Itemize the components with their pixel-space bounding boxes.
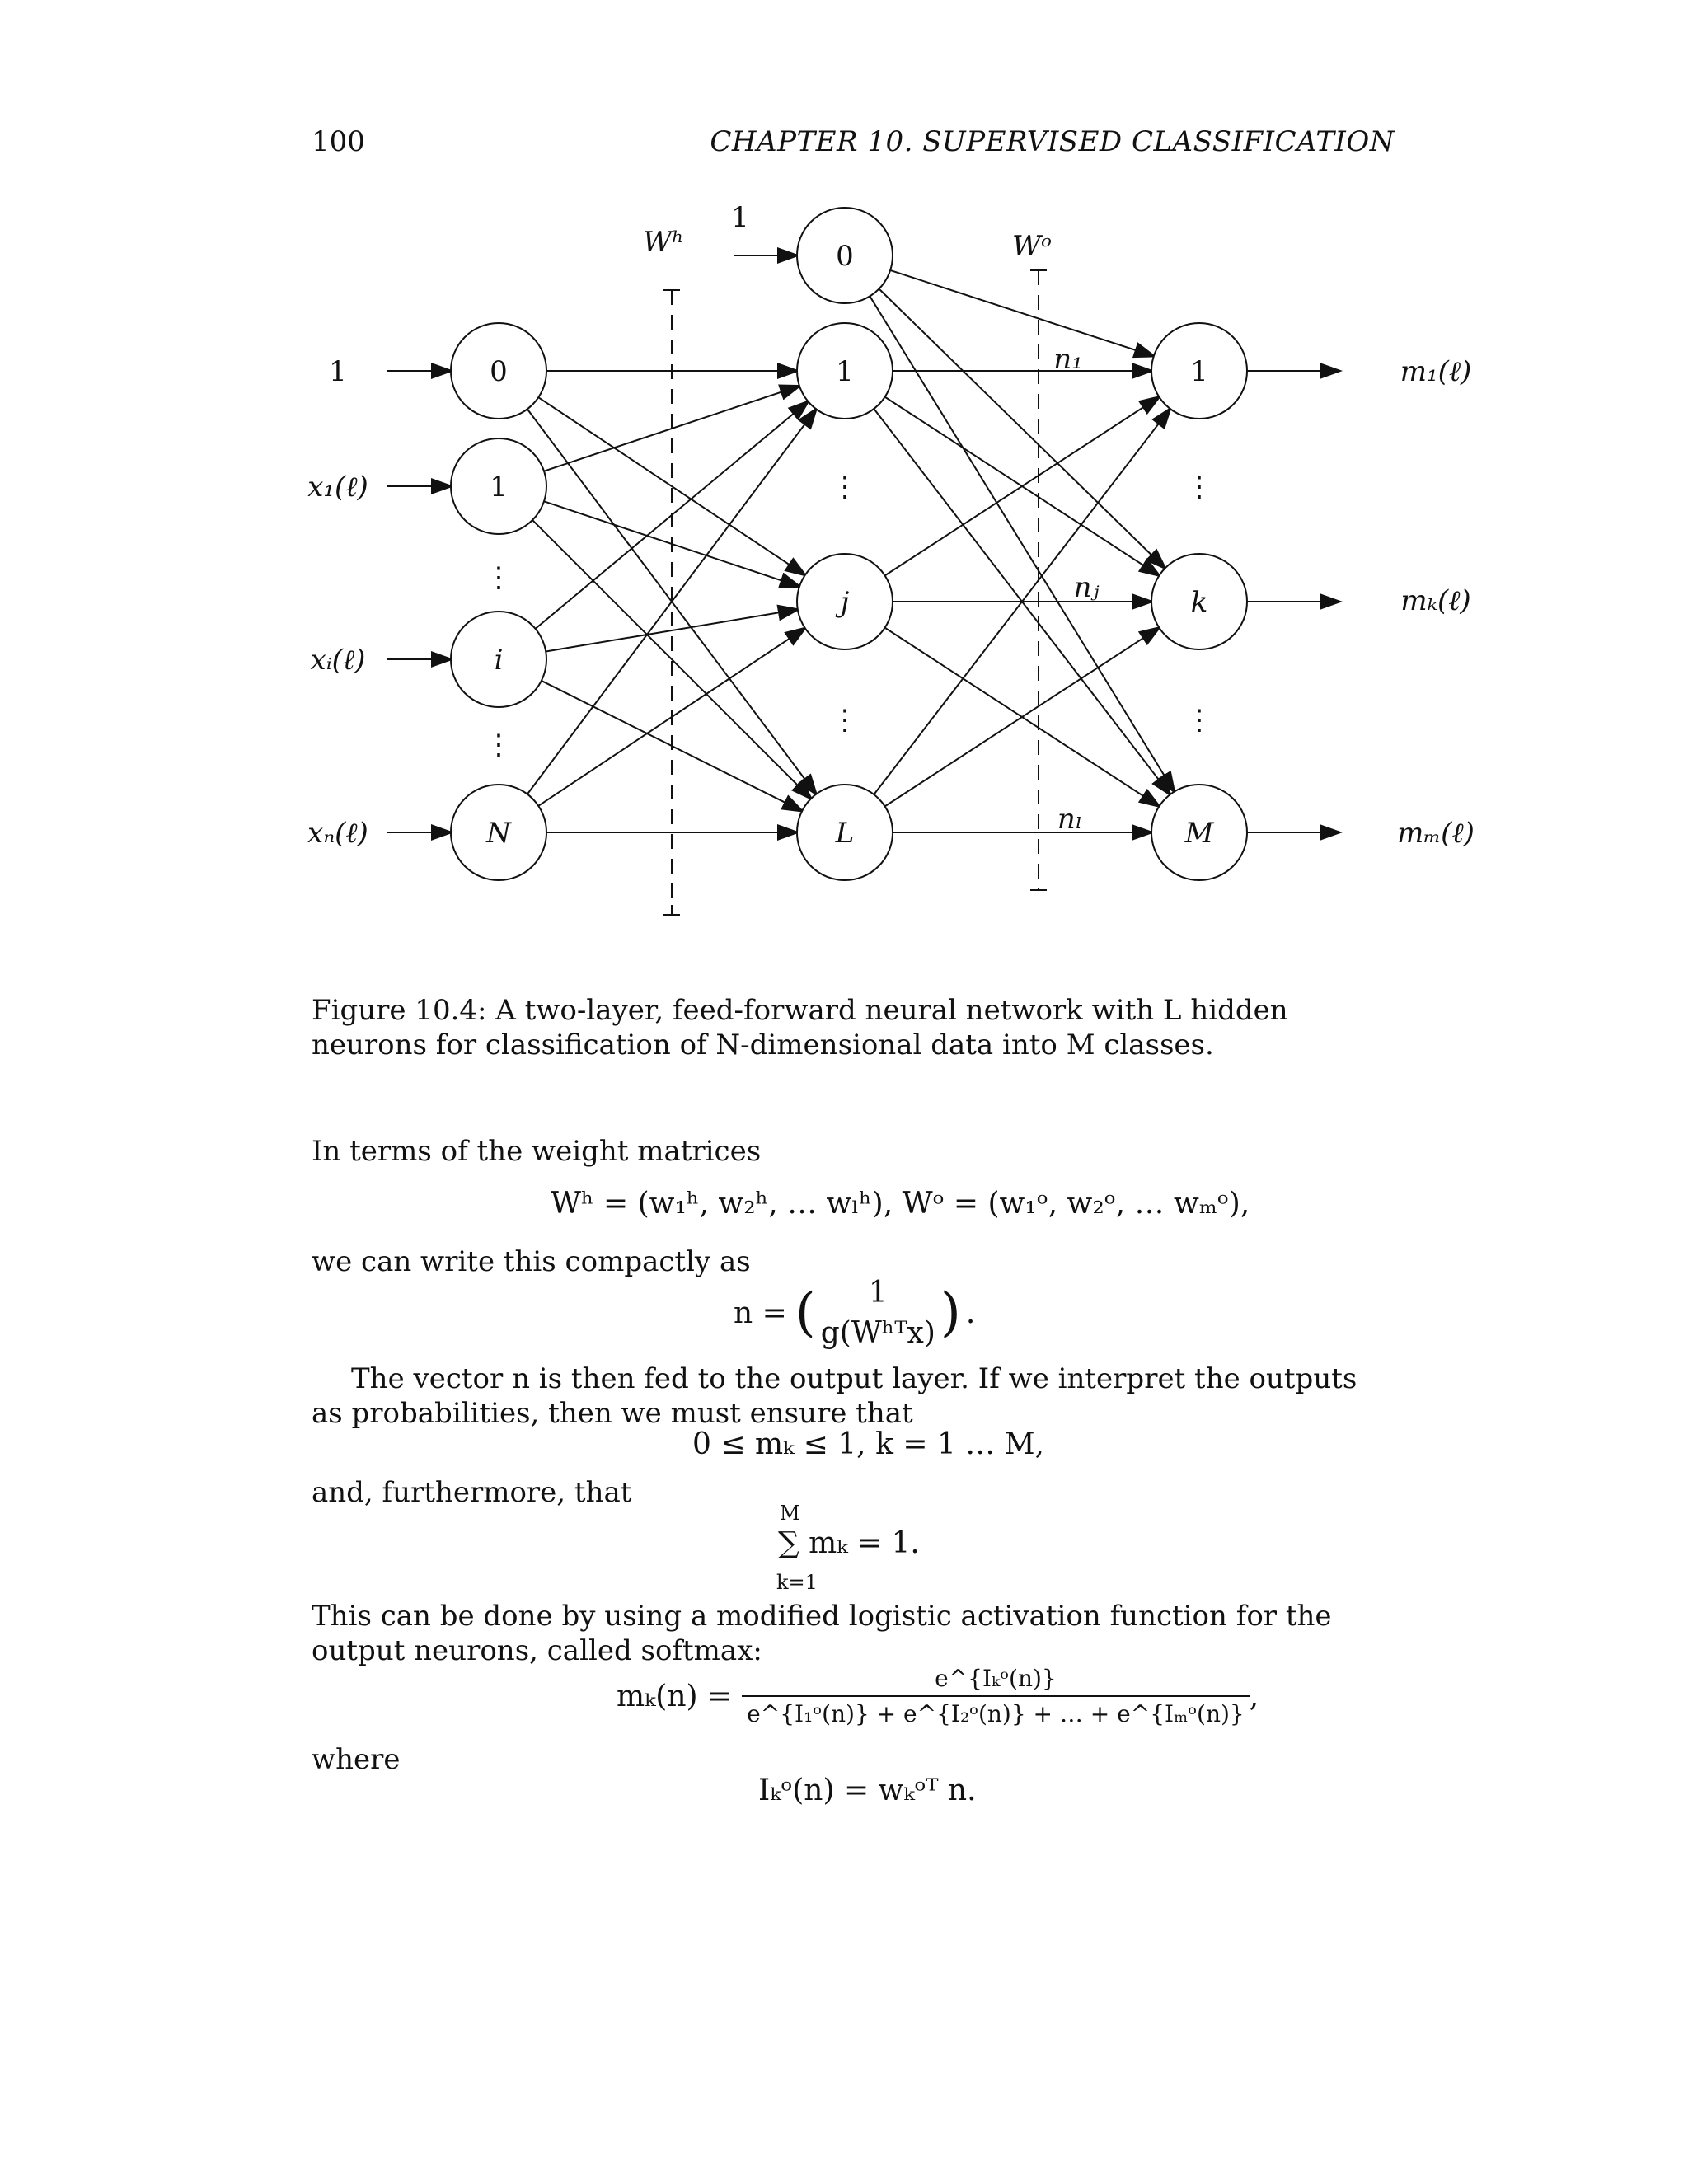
output-node-label: M [1184, 817, 1214, 850]
paragraph: we can write this compactly as [312, 1245, 751, 1278]
input-label: xₙ(ℓ) [307, 817, 368, 850]
equation-bounds: 0 ≤ mₖ ≤ 1, k = 1 … M, [692, 1427, 1045, 1461]
equation-weight-matrices: Wʰ = (w₁ʰ, w₂ʰ, … wₗʰ), Wᵒ = (w₁ᵒ, w₂ᵒ, … wₘᵒ), [551, 1187, 1250, 1221]
period: . [965, 1296, 976, 1330]
input-node-label: 1 [490, 471, 508, 504]
vdots: ⋮ [485, 729, 513, 762]
input-label: x₁(ℓ) [307, 471, 368, 504]
output-label: m₁(ℓ) [1400, 355, 1472, 388]
input-label: xᵢ(ℓ) [310, 644, 366, 677]
n-label: nₗ [1057, 803, 1083, 836]
output-label: mₖ(ℓ) [1400, 584, 1471, 617]
n-label: n₁ [1053, 343, 1083, 376]
input-hidden-edge [532, 520, 811, 799]
equation-n [734, 1276, 975, 1350]
n-label: nⱼ [1073, 571, 1100, 604]
hidden-node-label: 1 [836, 355, 854, 388]
input-node-label: i [494, 644, 504, 677]
equation-n-bottom: g(Wʰᵀx) [820, 1316, 935, 1350]
hidden-output-edge [879, 289, 1165, 569]
input-node-label: 0 [490, 355, 508, 388]
vdots: ⋮ [485, 561, 513, 594]
vdots: ⋮ [1185, 471, 1213, 504]
softmax-denominator: e^{I₁ᵒ(n)} + e^{I₂ᵒ(n)} + … + e^{Iₘᵒ(n)} [742, 1695, 1250, 1727]
sum-lower-limit: k=1 [776, 1571, 818, 1594]
hidden-bias-label: 1 [731, 201, 749, 234]
neural-network-figure [0, 0, 1688, 956]
left-paren: ( [795, 1282, 816, 1343]
paragraph: This can be done by using a modified logistic activation function for the output neurons, called softmax: [312, 1600, 1332, 1667]
softmax-fraction [742, 1665, 1250, 1727]
paragraph: where [312, 1743, 401, 1776]
softmax-numerator: e^{Iₖᵒ(n)} [935, 1665, 1057, 1692]
vdots: ⋮ [831, 471, 859, 504]
sum-upper-limit: M [780, 1502, 800, 1525]
equation-activation: Iₖᵒ(n) = wₖᵒᵀ n. [758, 1774, 977, 1807]
equation-sum: ∑ mₖ = 1. [778, 1526, 920, 1560]
vdots: ⋮ [831, 704, 859, 737]
paragraph: The vector n is then fed to the output layer. If we interpret the outputs as probabilities, then we must ensure that [312, 1362, 1357, 1430]
hidden-node-label: L [835, 817, 855, 850]
right-paren: ) [940, 1282, 961, 1343]
chapter-title: CHAPTER 10. SUPERVISED CLASSIFICATION [710, 125, 1395, 158]
hidden-output-edge [890, 270, 1154, 356]
paragraph: In terms of the weight matrices [312, 1135, 762, 1168]
paragraph: and, furthermore, that [312, 1476, 632, 1509]
hidden-node-label: 0 [836, 240, 854, 273]
output-node-label: 1 [1190, 355, 1208, 388]
equation-softmax [617, 1665, 1259, 1727]
equation-softmax-lhs: mₖ(n) = [617, 1679, 733, 1713]
output-weights-label: Wᵒ [1011, 230, 1053, 263]
comma: , [1249, 1679, 1259, 1713]
hidden-node-label: j [840, 586, 850, 619]
hidden-weights-label: Wʰ [643, 226, 684, 259]
input-node-label: N [486, 817, 511, 850]
input-label: 1 [329, 355, 347, 388]
equation-n-lhs: n = [734, 1296, 787, 1330]
output-label: mₘ(ℓ) [1397, 817, 1475, 850]
equation-n-vector [816, 1276, 940, 1350]
output-node-label: k [1190, 586, 1208, 619]
figure-caption: Figure 10.4: A two-layer, feed-forward neural network with L hidden neurons for classification of N-dimensional data into M classes. [312, 994, 1288, 1062]
equation-n-top: 1 [868, 1276, 888, 1310]
page-number: 100 [312, 125, 365, 158]
vdots: ⋮ [1185, 704, 1213, 737]
